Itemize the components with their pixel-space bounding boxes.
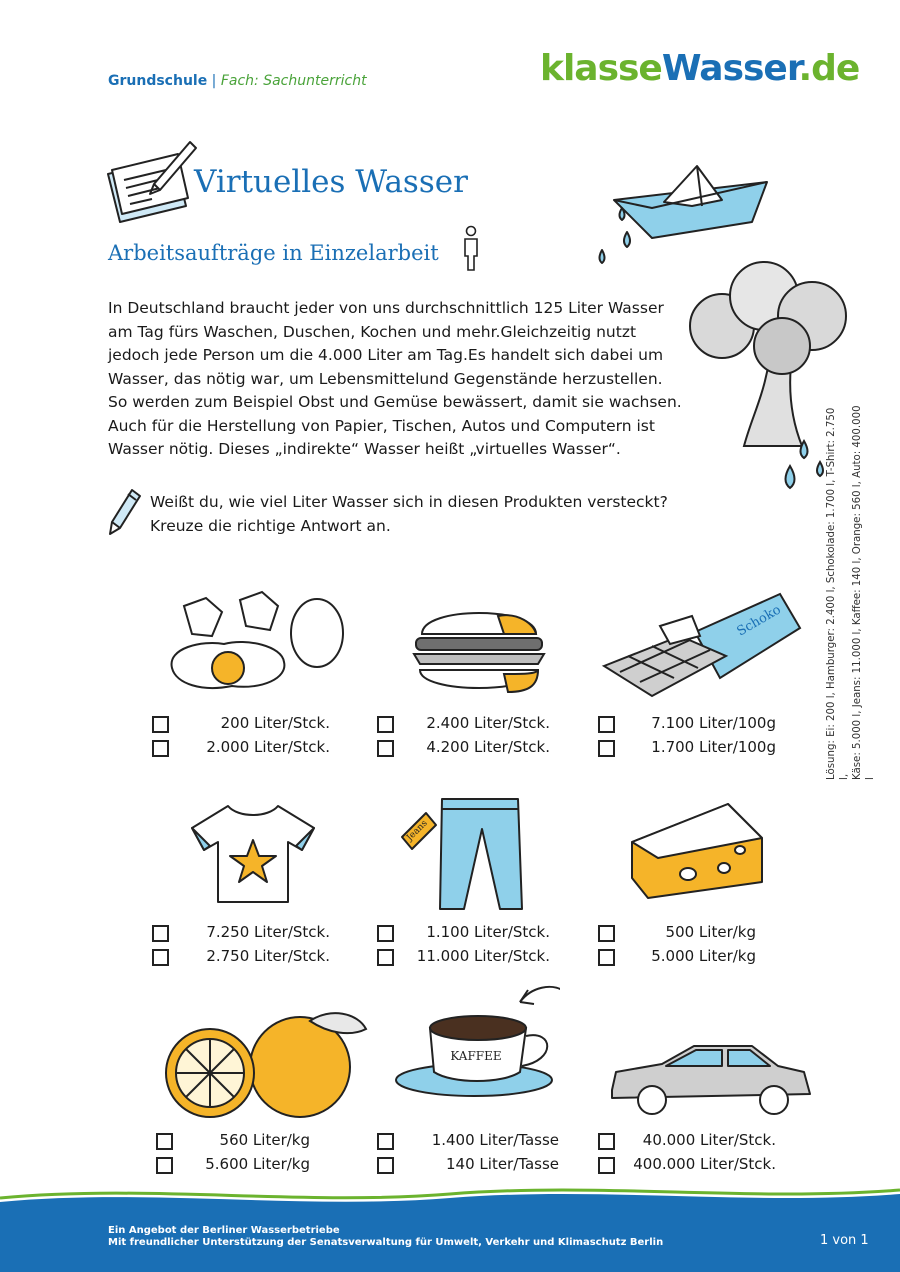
option-tshirt-2[interactable] [152, 947, 330, 969]
option-label: 2.400 Liter/Stck. [426, 714, 550, 732]
option-label: 1.100 Liter/Stck. [426, 923, 550, 941]
intro-line: Wasser nötig. Dieses „indirekte“ Wasser heißt „virtuelles Wasser“. [108, 440, 621, 458]
checkbox[interactable] [152, 949, 169, 966]
option-auto-2[interactable] [598, 1155, 776, 1177]
checkbox[interactable] [152, 716, 169, 733]
option-hamburger-1[interactable] [377, 714, 550, 736]
option-label: 2.750 Liter/Stck. [206, 947, 330, 965]
checkbox[interactable] [598, 925, 615, 942]
checkbox[interactable] [598, 1157, 615, 1174]
coffee-cup-label: KAFFEE [450, 1049, 502, 1063]
header-separator: | [211, 73, 217, 89]
solution-text [825, 400, 877, 780]
option-label: 1.400 Liter/Tasse [431, 1131, 559, 1149]
car-illustration [606, 1040, 816, 1124]
option-ei-2[interactable] [152, 738, 330, 760]
solution-line: Käse: 5.000 l, Jeans: 11.000 l, Kaffee: 140 l, Orange: 560 l, Auto: 400.000 l [852, 405, 876, 780]
option-label: 5.000 Liter/kg [651, 947, 756, 965]
checkbox[interactable] [377, 740, 394, 757]
checkbox[interactable] [377, 716, 394, 733]
footer-credits [108, 1225, 663, 1249]
option-orange-2[interactable] [156, 1155, 310, 1177]
cheese-illustration [628, 798, 768, 902]
solution-line: Lösung: Ei: 200 l, Hamburger: 2.400 l, Schokolade: 1.700 l, T-Shirt: 2.750 l, [826, 407, 850, 780]
page-number: 1 von 1 [820, 1233, 869, 1248]
intro-line: In Deutschland braucht jeder von uns durchschnittlich 125 Liter Wasser [108, 299, 664, 317]
option-ei-1[interactable] [152, 714, 330, 736]
logo-part-klasse: klasse [540, 48, 662, 89]
tshirt-illustration [188, 800, 318, 910]
subject-label: Fach: Sachunterricht [220, 73, 367, 89]
header-breadcrumb [108, 73, 367, 89]
option-label: 200 Liter/Stck. [220, 714, 330, 732]
checkbox[interactable] [156, 1133, 173, 1150]
checkbox[interactable] [598, 1133, 615, 1150]
logo-part-wasser: Wasser [661, 48, 799, 89]
logo-part-de: .de [798, 48, 860, 89]
option-kaese-2[interactable] [598, 947, 756, 969]
footer-line-2: Mit freundlicher Unterstützung der Senatsverwaltung für Umwelt, Verkehr und Klimaschutz Berlin [108, 1237, 664, 1248]
option-hamburger-2[interactable] [377, 738, 550, 760]
notepad-icon [104, 136, 199, 226]
option-label: 5.600 Liter/kg [205, 1155, 310, 1173]
checkbox[interactable] [377, 1133, 394, 1150]
jeans-tag-label: Jeans [405, 818, 430, 844]
option-kaese-1[interactable] [598, 923, 756, 945]
task-line: Kreuze die richtige Antwort an. [150, 516, 391, 535]
intro-line: jedoch jede Person um die 4.000 Liter am Tag.Es handelt sich dabei um [108, 346, 664, 364]
task-instructions [150, 491, 690, 538]
option-jeans-2[interactable] [377, 947, 550, 969]
option-label: 400.000 Liter/Stck. [633, 1155, 776, 1173]
option-label: 500 Liter/kg [665, 923, 756, 941]
checkbox[interactable] [152, 925, 169, 942]
intro-line: am Tag fürs Waschen, Duschen, Kochen und mehr.Gleichzeitig nutzt [108, 322, 637, 341]
klassewasser-logo [540, 48, 859, 89]
checkbox[interactable] [377, 949, 394, 966]
task-line: Weißt du, wie viel Liter Wasser sich in diesen Produkten versteckt? [150, 493, 668, 511]
intro-paragraph [108, 297, 693, 462]
option-kaffee-2[interactable] [377, 1155, 559, 1177]
option-label: 1.700 Liter/100g [651, 738, 776, 756]
checkbox[interactable] [377, 1157, 394, 1174]
hamburger-illustration [408, 594, 550, 706]
option-tshirt-1[interactable] [152, 923, 330, 945]
person-icon [460, 224, 482, 272]
option-label: 40.000 Liter/Stck. [642, 1131, 776, 1149]
footer-line-1: Ein Angebot der Berliner Wasserbetriebe [108, 1225, 340, 1236]
pencil-icon [106, 486, 144, 538]
option-label: 560 Liter/kg [219, 1131, 310, 1149]
orange-illustration [160, 1003, 370, 1121]
checkbox[interactable] [156, 1157, 173, 1174]
checkbox[interactable] [377, 925, 394, 942]
chocolate-illustration [600, 586, 806, 712]
egg-illustration [162, 578, 347, 708]
option-orange-1[interactable] [156, 1131, 310, 1153]
option-schokolade-1[interactable] [598, 714, 776, 736]
option-jeans-1[interactable] [377, 923, 550, 945]
coffee-cup-illustration [392, 976, 560, 1100]
checkbox[interactable] [598, 716, 615, 733]
jeans-illustration [398, 795, 534, 913]
intro-line: Auch für die Herstellung von Papier, Tischen, Autos und Computern ist [108, 416, 655, 435]
checkbox[interactable] [152, 740, 169, 757]
school-label: Grundschule [108, 73, 208, 89]
option-label: 2.000 Liter/Stck. [206, 738, 330, 756]
option-label: 7.100 Liter/100g [651, 714, 776, 732]
option-kaffee-1[interactable] [377, 1131, 559, 1153]
option-auto-1[interactable] [598, 1131, 776, 1153]
checkbox[interactable] [598, 740, 615, 757]
option-label: 11.000 Liter/Stck. [416, 947, 550, 965]
page-title: Virtuelles Wasser [194, 164, 468, 200]
option-schokolade-2[interactable] [598, 738, 776, 760]
intro-line: Wasser, das nötig war, um Lebensmittelund Gegenstände herzustellen. [108, 369, 663, 388]
option-label: 4.200 Liter/Stck. [426, 738, 550, 756]
option-label: 7.250 Liter/Stck. [206, 923, 330, 941]
chocolate-wrapper-label: Schoko [734, 602, 784, 640]
checkbox[interactable] [598, 949, 615, 966]
intro-line: So werden zum Beispiel Obst und Gemüse bewässert, damit sie wachsen. [108, 393, 682, 411]
page-subtitle: Arbeitsaufträge in Einzelarbeit [108, 241, 439, 265]
option-label: 140 Liter/Tasse [446, 1155, 559, 1173]
